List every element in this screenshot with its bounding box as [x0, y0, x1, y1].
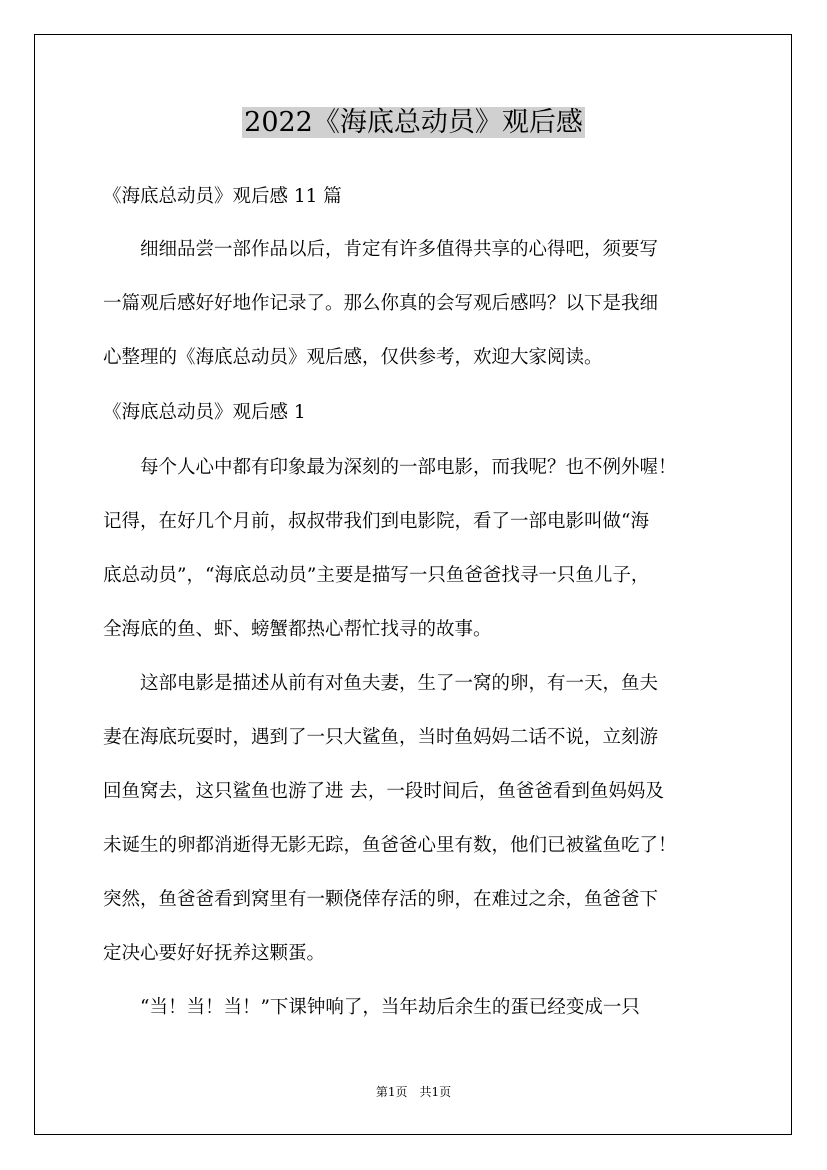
paragraph-line: 一篇观后感好好地作记录了。那么你真的会写观后感吗？以下是我细 — [103, 293, 659, 314]
paragraph-line: 未诞生的卵都消逝得无影无踪，鱼爸爸心里有数，他们已被鲨鱼吃了！ — [103, 835, 677, 856]
paragraph-line: 细细品尝一部作品以后，肯定有许多值得共享的心得吧，须要写 — [103, 239, 659, 260]
subtitle-line: 《海底总动员》观后感 11 篇 — [103, 186, 342, 207]
paragraph-line: 突然，鱼爸爸看到窝里有一颗侥倖存活的卵，在难过之余，鱼爸爸下 — [103, 889, 659, 910]
paragraph-line: 每个人心中都有印象最为深刻的一部电影，而我呢？也不例外喔！ — [103, 457, 677, 478]
paragraph-line: 全海底的鱼、虾、螃蟹都热心帮忙找寻的故事。 — [103, 619, 492, 640]
page-number-footer: 第1页 共1页 — [375, 1085, 452, 1099]
paragraph-line: 记得，在好几个月前，叔叔带我们到电影院，看了一部电影叫做“海 — [103, 511, 649, 532]
paragraph-line: 底总动员”，“海底总动员”主要是描写一只鱼爸爸找寻一只鱼儿子， — [103, 565, 650, 586]
document-title: 2022《海底总动员》观后感 — [244, 107, 583, 138]
paragraph-line: 这部电影是描述从前有对鱼夫妻，生了一窝的卵，有一天，鱼夫 — [103, 673, 659, 694]
paragraph-line: 定决心要好好抚养这颗蛋。 — [103, 943, 326, 964]
section-heading: 《海底总动员》观后感 1 — [103, 402, 306, 423]
paragraph-line: “当！当！当！”下课钟响了，当年劫后余生的蛋已经变成一只 — [103, 997, 640, 1018]
paragraph-line: 回鱼窝去，这只鲨鱼也游了进 去，一段时间后，鱼爸爸看到鱼妈妈及 — [103, 781, 664, 802]
paragraph-line: 心整理的《海底总动员》观后感，仅供参考，欢迎大家阅读。 — [103, 347, 603, 368]
paragraph-line: 妻在海底玩耍时，遇到了一只大鲨鱼，当时鱼妈妈二话不说，立刻游 — [103, 727, 659, 748]
